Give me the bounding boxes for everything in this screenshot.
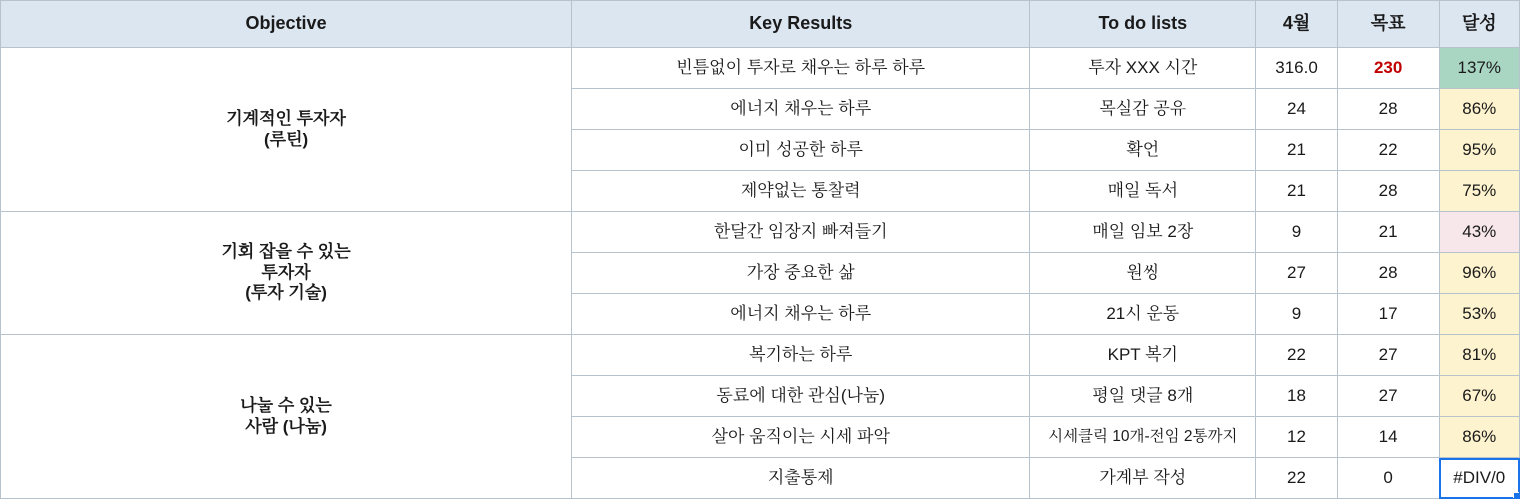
key-result-cell[interactable]: 에너지 채우는 하루 xyxy=(572,294,1030,335)
achievement-rate-cell[interactable]: #DIV/0 xyxy=(1439,458,1519,499)
column-header-achievement[interactable]: 달성 xyxy=(1439,1,1519,48)
key-result-cell[interactable]: 에너지 채우는 하루 xyxy=(572,89,1030,130)
todo-cell[interactable]: 가계부 작성 xyxy=(1030,458,1256,499)
month-value-cell[interactable]: 22 xyxy=(1256,335,1337,376)
key-result-cell[interactable]: 이미 성공한 하루 xyxy=(572,130,1030,171)
todo-cell[interactable]: 원씽 xyxy=(1030,253,1256,294)
achievement-rate-cell[interactable]: 96% xyxy=(1439,253,1519,294)
goal-value-cell[interactable]: 28 xyxy=(1337,253,1439,294)
achievement-rate-cell[interactable]: 137% xyxy=(1439,48,1519,89)
month-value-cell[interactable]: 27 xyxy=(1256,253,1337,294)
goal-value-cell[interactable]: 27 xyxy=(1337,376,1439,417)
goal-value-cell[interactable]: 230 xyxy=(1337,48,1439,89)
column-header-objective[interactable]: Objective xyxy=(1,1,572,48)
achievement-rate-cell[interactable]: 75% xyxy=(1439,171,1519,212)
key-result-cell[interactable]: 복기하는 하루 xyxy=(572,335,1030,376)
objective-cell[interactable]: 나눌 수 있는 사람 (나눔) xyxy=(1,335,572,499)
todo-cell[interactable]: 평일 댓글 8개 xyxy=(1030,376,1256,417)
goal-value-cell[interactable]: 28 xyxy=(1337,89,1439,130)
goal-value-cell[interactable]: 14 xyxy=(1337,417,1439,458)
month-value-cell[interactable]: 316.0 xyxy=(1256,48,1337,89)
achievement-rate-cell[interactable]: 43% xyxy=(1439,212,1519,253)
objective-cell[interactable]: 기계적인 투자자 (루틴) xyxy=(1,48,572,212)
key-result-cell[interactable]: 살아 움직이는 시세 파악 xyxy=(572,417,1030,458)
month-value-cell[interactable]: 24 xyxy=(1256,89,1337,130)
achievement-rate-cell[interactable]: 86% xyxy=(1439,417,1519,458)
goal-value-cell[interactable]: 22 xyxy=(1337,130,1439,171)
achievement-rate-cell[interactable]: 67% xyxy=(1439,376,1519,417)
table-row xyxy=(1,48,1520,89)
achievement-rate-cell[interactable]: 86% xyxy=(1439,89,1519,130)
achievement-rate-cell[interactable]: 81% xyxy=(1439,335,1519,376)
column-header-key-results[interactable]: Key Results xyxy=(572,1,1030,48)
column-header-month[interactable]: 4월 xyxy=(1256,1,1337,48)
month-value-cell[interactable]: 21 xyxy=(1256,130,1337,171)
month-value-cell[interactable]: 22 xyxy=(1256,458,1337,499)
month-value-cell[interactable]: 21 xyxy=(1256,171,1337,212)
goal-value-cell[interactable]: 17 xyxy=(1337,294,1439,335)
todo-cell[interactable]: 21시 운동 xyxy=(1030,294,1256,335)
key-result-cell[interactable]: 가장 중요한 삶 xyxy=(572,253,1030,294)
todo-cell[interactable]: KPT 복기 xyxy=(1030,335,1256,376)
achievement-rate-cell[interactable]: 95% xyxy=(1439,130,1519,171)
objective-cell[interactable]: 기회 잡을 수 있는 투자자 (투자 기술) xyxy=(1,212,572,335)
month-value-cell[interactable]: 9 xyxy=(1256,294,1337,335)
goal-value-cell[interactable]: 0 xyxy=(1337,458,1439,499)
month-value-cell[interactable]: 9 xyxy=(1256,212,1337,253)
key-result-cell[interactable]: 지출통제 xyxy=(572,458,1030,499)
todo-cell[interactable]: 시세클릭 10개-전임 2통까지 xyxy=(1030,417,1256,458)
table-body xyxy=(1,48,1520,499)
key-result-cell[interactable]: 제약없는 통찰력 xyxy=(572,171,1030,212)
table-header-row xyxy=(1,1,1520,48)
todo-cell[interactable]: 매일 임보 2장 xyxy=(1030,212,1256,253)
table-row xyxy=(1,335,1520,376)
month-value-cell[interactable]: 12 xyxy=(1256,417,1337,458)
achievement-rate-cell[interactable]: 53% xyxy=(1439,294,1519,335)
table-row xyxy=(1,212,1520,253)
key-result-cell[interactable]: 빈틈없이 투자로 채우는 하루 하루 xyxy=(572,48,1030,89)
key-result-cell[interactable]: 동료에 대한 관심(나눔) xyxy=(572,376,1030,417)
todo-cell[interactable]: 매일 독서 xyxy=(1030,171,1256,212)
month-value-cell[interactable]: 18 xyxy=(1256,376,1337,417)
column-header-todo-lists[interactable]: To do lists xyxy=(1030,1,1256,48)
goal-value-cell[interactable]: 21 xyxy=(1337,212,1439,253)
column-header-goal[interactable]: 목표 xyxy=(1337,1,1439,48)
todo-cell[interactable]: 확언 xyxy=(1030,130,1256,171)
goal-value-cell[interactable]: 28 xyxy=(1337,171,1439,212)
goal-value-cell[interactable]: 27 xyxy=(1337,335,1439,376)
todo-cell[interactable]: 목실감 공유 xyxy=(1030,89,1256,130)
key-result-cell[interactable]: 한달간 임장지 빠져들기 xyxy=(572,212,1030,253)
todo-cell[interactable]: 투자 XXX 시간 xyxy=(1030,48,1256,89)
